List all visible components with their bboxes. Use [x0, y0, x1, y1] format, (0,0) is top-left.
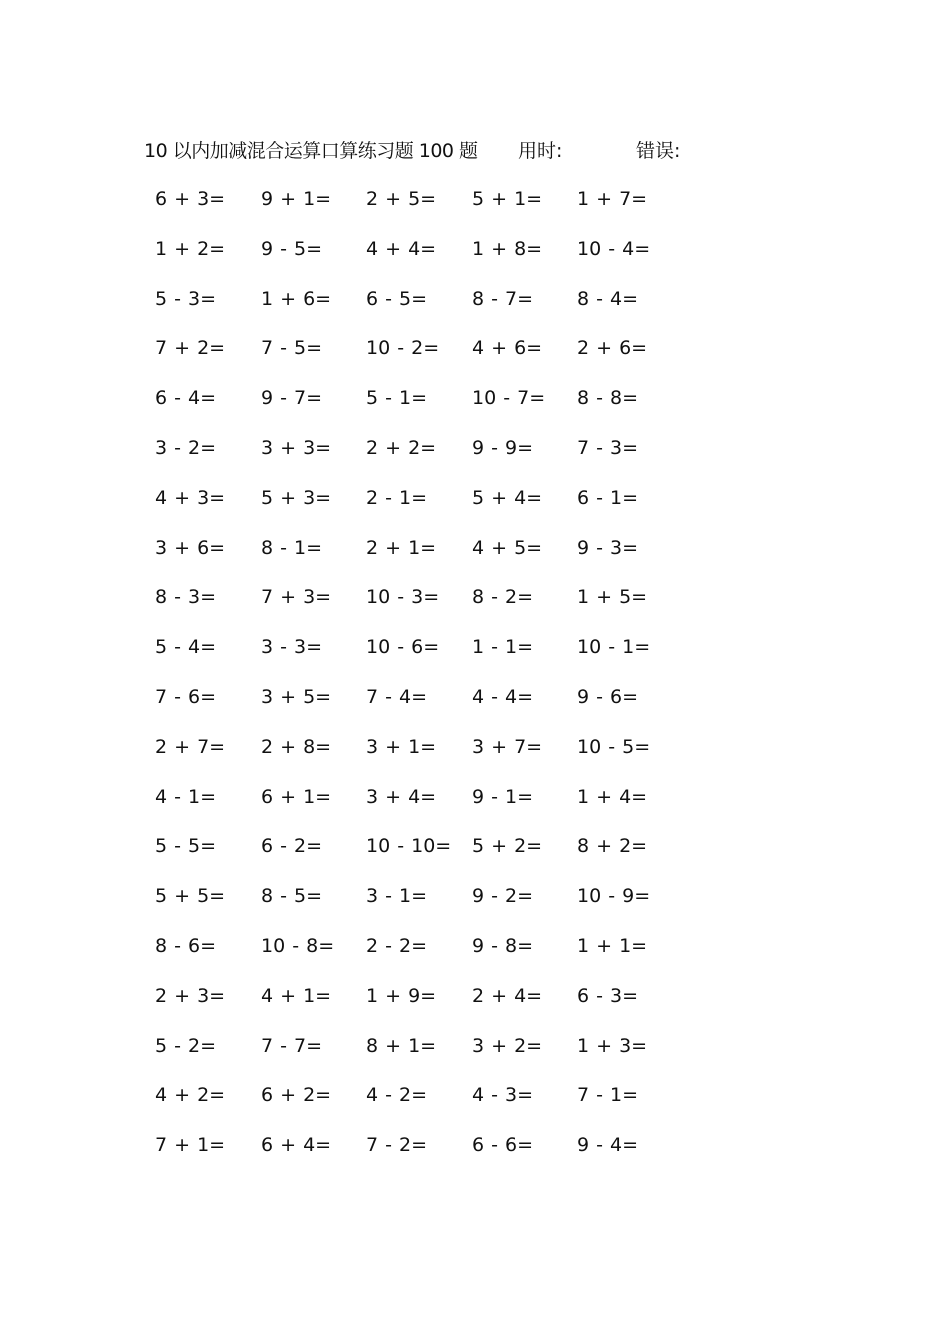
math-problem: 5 + 2=: [472, 835, 543, 858]
math-problem: 10 - 4=: [577, 237, 651, 260]
math-problem: 6 - 5=: [366, 287, 428, 310]
math-problem: 2 - 2=: [366, 935, 428, 957]
math-problem: 4 + 2=: [155, 1084, 226, 1107]
math-problem: 7 - 5=: [261, 337, 323, 360]
math-problem: 10 - 3=: [366, 586, 440, 609]
math-problem: 1 + 2=: [155, 237, 226, 260]
math-problem: 10 - 6=: [366, 636, 440, 659]
math-problem: 3 + 3=: [261, 437, 332, 459]
math-problem: 9 - 7=: [261, 387, 323, 410]
math-problem: 10 - 2=: [366, 337, 440, 360]
math-problem: 3 + 4=: [366, 785, 437, 808]
math-problem: 1 + 7=: [577, 188, 648, 210]
math-problem: 4 + 5=: [472, 536, 543, 559]
math-problem: 8 - 7=: [472, 287, 534, 310]
math-problem: 1 + 4=: [577, 785, 648, 808]
math-problem: 5 - 4=: [155, 636, 217, 659]
math-problem: 3 - 1=: [366, 885, 428, 908]
math-problem: 8 - 3=: [155, 586, 217, 609]
math-problem: 7 - 6=: [155, 686, 217, 708]
math-problem: 1 - 1=: [472, 636, 534, 659]
math-problem: 3 + 6=: [155, 536, 226, 559]
math-problem: 5 + 1=: [472, 188, 543, 210]
math-problem: 4 + 3=: [155, 486, 226, 509]
math-problem: 3 + 2=: [472, 1034, 543, 1057]
math-problem: 5 - 5=: [155, 835, 217, 858]
math-problem: 6 - 2=: [261, 835, 323, 858]
math-problem: 10 - 8=: [261, 935, 335, 957]
math-problem: 2 + 8=: [261, 735, 332, 758]
math-problem: 1 + 9=: [366, 984, 437, 1007]
math-problem: 1 + 6=: [261, 287, 332, 310]
math-problem: 9 - 4=: [577, 1134, 639, 1157]
math-problem: 4 + 1=: [261, 984, 332, 1007]
worksheet-title: 10 以内加减混合运算口算练习题 100 题: [144, 140, 478, 162]
math-problem: 7 - 1=: [577, 1084, 639, 1107]
math-problem: 5 - 3=: [155, 287, 217, 310]
math-problem: 3 + 7=: [472, 735, 543, 758]
math-problem: 4 - 2=: [366, 1084, 428, 1107]
math-problem: 3 - 3=: [261, 636, 323, 659]
math-problem: 8 - 4=: [577, 287, 639, 310]
math-problem: 9 - 2=: [472, 885, 534, 908]
math-problem: 6 + 4=: [261, 1134, 332, 1157]
math-problem: 9 - 6=: [577, 686, 639, 708]
time-label: 用时:: [518, 140, 563, 162]
math-problem: 8 - 1=: [261, 536, 323, 559]
math-problem: 6 - 6=: [472, 1134, 534, 1157]
math-problem: 7 + 3=: [261, 586, 332, 609]
math-problem: 2 + 2=: [366, 437, 437, 459]
math-problem: 9 - 9=: [472, 437, 534, 459]
math-problem: 5 + 4=: [472, 486, 543, 509]
math-problem: 6 + 3=: [155, 188, 226, 210]
math-problem: 7 - 3=: [577, 437, 639, 459]
math-problem: 8 + 1=: [366, 1034, 437, 1057]
math-problem: 2 + 7=: [155, 735, 226, 758]
math-problem: 9 - 5=: [261, 237, 323, 260]
math-problem: 5 + 3=: [261, 486, 332, 509]
math-problem: 4 - 1=: [155, 785, 217, 808]
math-problem: 10 - 1=: [577, 636, 651, 659]
math-problem: 8 + 2=: [577, 835, 648, 858]
math-problem: 8 - 2=: [472, 586, 534, 609]
math-problem: 3 - 2=: [155, 437, 217, 459]
math-problem: 9 - 3=: [577, 536, 639, 559]
math-problem: 4 + 6=: [472, 337, 543, 360]
math-problem: 9 - 1=: [472, 785, 534, 808]
math-problem: 2 + 5=: [366, 188, 437, 210]
math-problem: 10 - 7=: [472, 387, 546, 410]
math-problem: 2 + 4=: [472, 984, 543, 1007]
math-problem: 3 + 5=: [261, 686, 332, 708]
math-problem: 10 - 10=: [366, 835, 452, 858]
math-problem: 2 - 1=: [366, 486, 428, 509]
error-label: 错误:: [636, 140, 681, 162]
math-problem: 2 + 6=: [577, 337, 648, 360]
math-problem: 8 - 8=: [577, 387, 639, 410]
math-problem: 1 + 3=: [577, 1034, 648, 1057]
math-problem: 2 + 3=: [155, 984, 226, 1007]
math-problem: 9 + 1=: [261, 188, 332, 210]
math-problem: 1 + 1=: [577, 935, 648, 957]
math-problem: 4 + 4=: [366, 237, 437, 260]
math-problem: 7 + 2=: [155, 337, 226, 360]
math-problem: 6 + 1=: [261, 785, 332, 808]
math-problem: 10 - 9=: [577, 885, 651, 908]
math-problem: 8 - 5=: [261, 885, 323, 908]
math-problem: 5 - 1=: [366, 387, 428, 410]
math-problem: 5 - 2=: [155, 1034, 217, 1057]
math-problem: 6 - 4=: [155, 387, 217, 410]
math-problem: 6 - 1=: [577, 486, 639, 509]
math-problem: 7 - 2=: [366, 1134, 428, 1157]
math-problem: 7 + 1=: [155, 1134, 226, 1157]
math-problem: 1 + 8=: [472, 237, 543, 260]
math-problem: 6 + 2=: [261, 1084, 332, 1107]
math-problem: 9 - 8=: [472, 935, 534, 957]
math-problem: 3 + 1=: [366, 735, 437, 758]
math-problem: 8 - 6=: [155, 935, 217, 957]
math-problem: 4 - 3=: [472, 1084, 534, 1107]
math-problem: 4 - 4=: [472, 686, 534, 708]
math-problem: 7 - 7=: [261, 1034, 323, 1057]
math-problem: 1 + 5=: [577, 586, 648, 609]
math-problem: 6 - 3=: [577, 984, 639, 1007]
math-problem: 7 - 4=: [366, 686, 428, 708]
math-problem: 5 + 5=: [155, 885, 226, 908]
math-problem: 10 - 5=: [577, 735, 651, 758]
math-problem: 2 + 1=: [366, 536, 437, 559]
